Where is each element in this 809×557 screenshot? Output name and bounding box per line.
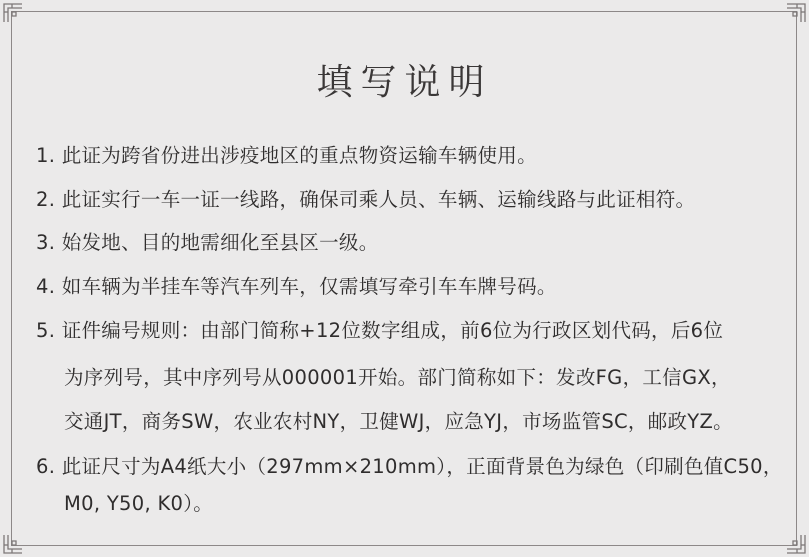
instruction-item-6: 6. 此证尺寸为A4纸大小（297mm×210mm），正面背景色为绿色（印刷色值C50， — [36, 455, 783, 478]
instruction-item-5-line-2: 为序列号，其中序列号从000001开始。部门简称如下：发改FG，工信GX， — [64, 366, 731, 389]
corner-ornament-icon — [785, 2, 807, 24]
instruction-item-2: 2. 此证实行一车一证一线路，确保司乘人员、车辆、运输线路与此证相符。 — [36, 188, 696, 211]
corner-ornament-icon — [785, 533, 807, 555]
page-title: 填写说明 — [316, 62, 493, 103]
instruction-item-1: 1. 此证为跨省份进出涉疫地区的重点物资运输车辆使用。 — [36, 144, 537, 167]
corner-ornament-icon — [2, 533, 24, 555]
corner-ornament-icon — [2, 2, 24, 24]
instruction-item-5-line-3: 交通JT，商务SW，农业农村NY，卫健WJ，应急YJ，市场监管SC，邮政YZ。 — [64, 410, 733, 433]
instruction-item-6-line-2: M0, Y50, K0）。 — [64, 492, 214, 515]
instruction-item-3: 3. 始发地、目的地需细化至县区一级。 — [36, 231, 379, 254]
instruction-item-4: 4. 如车辆为半挂车等汽车列车，仅需填写牵引车车牌号码。 — [36, 275, 557, 298]
instruction-item-5: 5. 证件编号规则：由部门简称+12位数字组成，前6位为行政区划代码，后6位 — [36, 319, 724, 342]
